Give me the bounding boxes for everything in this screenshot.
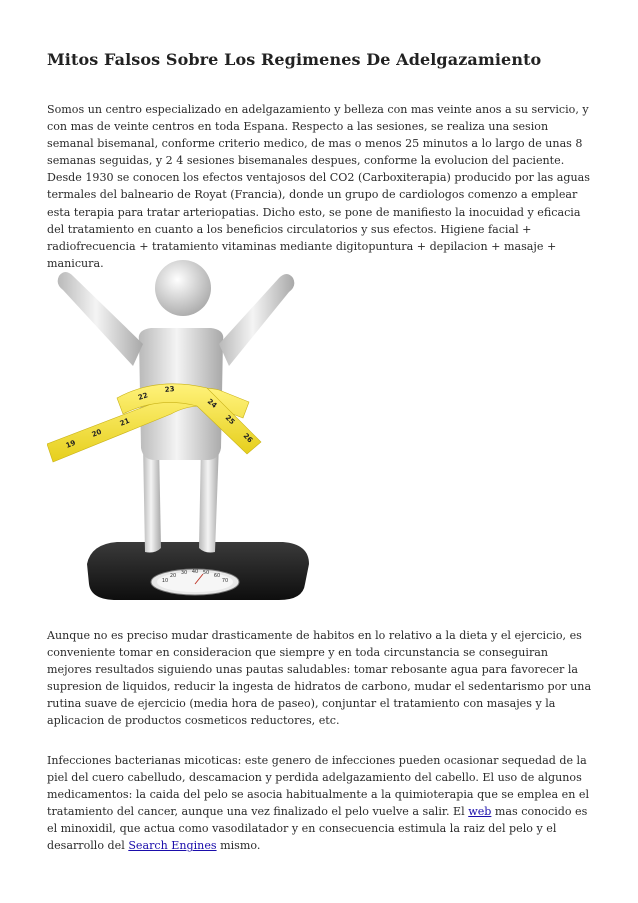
tape-mark: 21 <box>118 416 131 428</box>
tape-mark: 22 <box>137 391 149 402</box>
scale-mark: 70 <box>221 578 229 584</box>
tape-mark: 23 <box>164 385 175 394</box>
paragraph-text: mismo. <box>216 839 261 853</box>
scale-mark: 20 <box>169 573 177 579</box>
paragraph-text: Infecciones bacterianas micoticas: este genero de infecciones pueden ocasionar sequedad de la piel del cuero cabelludo, descamacion y perdida adelgazamiento del cabello. El uso de algunos medicamentos: la caida del pelo se asocia habitualmente a la quimioterapia que se emplea en el tratamiento del cancer, aunque una vez finalizado el pelo vuelve a salir. El <box>47 754 589 819</box>
tape-mark: 24 <box>205 397 219 410</box>
weight-loss-illustration <box>47 248 323 604</box>
infections-paragraph <box>47 752 593 855</box>
bathroom-scale <box>87 542 309 600</box>
tape-mark: 25 <box>223 413 237 427</box>
habits-paragraph: Aunque no es preciso mudar drasticamente de habitos en lo relativo a la dieta y el ejercicio, es conveniente tomar en consideracion que siempre y en toda circunstancia se conseguiran mejores resultados siguiendo unas pautas saludables: tomar rebosante agua para favorecer la supresion de liquidos, reducir la ingesta de hidratos de carbono, mudar el sedentarismo por una rutina suave de ejercicio (media hora de paseo), conjuntar el tratamiento con masajes y la aplicacion de productos cosmeticos reductores, etc. <box>47 629 592 728</box>
scale-mark: 40 <box>191 569 199 575</box>
tape-mark: 26 <box>241 431 255 445</box>
scale-mark: 30 <box>180 570 188 576</box>
intro-paragraph: Somos un centro especializado en adelgazamiento y belleza con mas veinte anos a su servicio, y con mas de veinte centros en toda Espana. Respecto a las sesiones, se realiza una sesion semanal bisemanal, conforme criterio medico, de mas o menos 25 minutos a lo largo de unas 8 semanas seguidas, y 2 4 sesiones bisemanales despues, conforme la evolucion del paciente. Desde 1930 se conocen los efectos ventajosos del CO2 (Carboxiterapia) producido por las aguas termales del balneario de Royat (Francia), donde un grupo de cardiologos comenzo a emplear esta terapia para tratar arteriopatias. Dicho esto, se pone de manifiesto la inocuidad y eficacia del tratamiento en cuanto a los beneficios circulatorios y sus efectos. Higiene facial + radiofrecuencia + tratamiento vitaminas mediante digitopuntura + depilacion + masaje + manicura. <box>47 103 590 270</box>
search-engines-link[interactable]: Search Engines <box>128 839 217 853</box>
figure-with-measuring-tape-on-scale-icon <box>47 248 323 604</box>
page-title: Mitos Falsos Sobre Los Regimenes De Adelgazamiento <box>47 50 542 69</box>
scale-mark: 10 <box>161 578 169 584</box>
paragraph-text: mas conocido es el minoxidil, que actua como vasodilatador y en consecuencia estimula la raiz del pelo y el desarrollo del <box>47 805 588 853</box>
web-link[interactable]: web <box>468 805 492 819</box>
scale-mark: 50 <box>202 570 210 576</box>
tape-mark: 20 <box>90 427 103 439</box>
tape-mark: 19 <box>64 438 77 450</box>
scale-mark: 60 <box>213 573 221 579</box>
